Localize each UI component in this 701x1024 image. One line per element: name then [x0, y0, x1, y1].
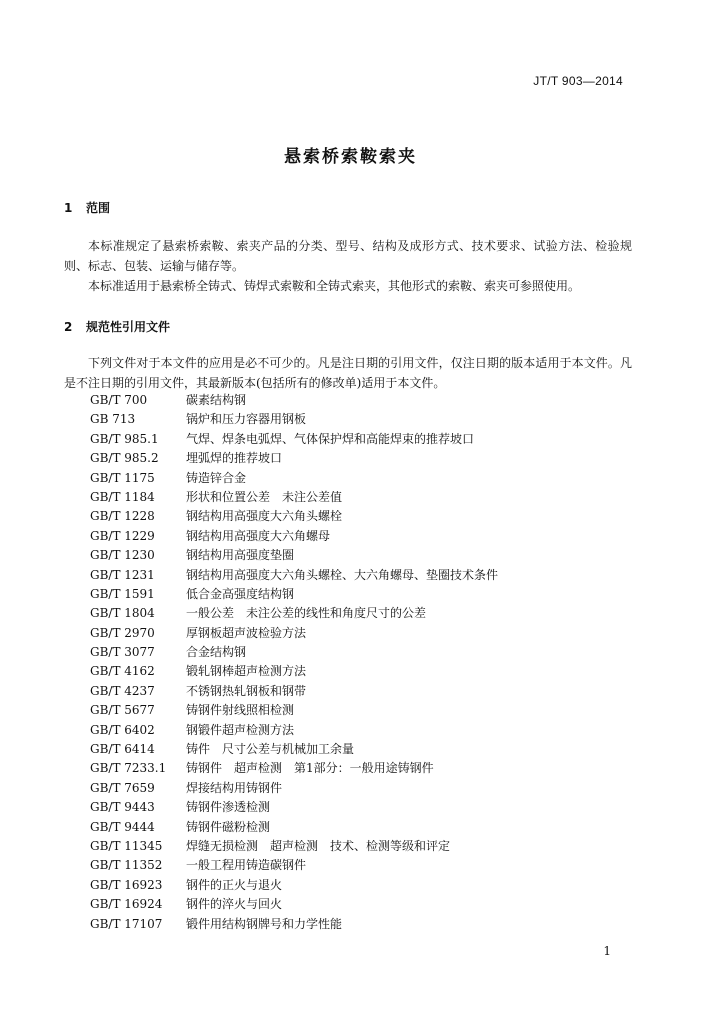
- section-2-heading: [64, 318, 170, 335]
- reference-item: [90, 527, 498, 546]
- reference-code: GB/T 6402: [90, 722, 155, 737]
- reference-title: 厚钢板超声波检验方法: [186, 625, 307, 640]
- reference-item: [90, 507, 498, 526]
- reference-code: GB/T 11352: [90, 858, 163, 873]
- reference-item: [90, 740, 498, 759]
- reference-item: [90, 604, 498, 623]
- scope-paragraph-2: 本标准适用于悬索桥全铸式、铸焊式索鞍和全铸式索夹，其他形式的索鞍、索夹可参照使用。: [88, 279, 581, 293]
- reference-title: 焊缝无损检测 超声检测 技术、检测等级和评定: [186, 838, 451, 853]
- reference-title: 一般公差 未注公差的线性和角度尺寸的公差: [186, 606, 427, 621]
- reference-code: GB/T 4237: [90, 683, 155, 698]
- reference-code: GB/T 11345: [90, 838, 163, 853]
- reference-title: 埋弧焊的推荐坡口: [186, 451, 283, 466]
- reference-title: 锻轧钢棒超声检测方法: [186, 664, 307, 679]
- reference-code: GB/T 7233.1: [90, 761, 167, 776]
- reference-code: GB/T 985.2: [90, 451, 159, 466]
- reference-item: [90, 876, 498, 895]
- reference-title: 钢件的正火与退火: [186, 877, 283, 892]
- section-number: 2: [64, 320, 73, 334]
- reference-title: 碳素结构钢: [186, 393, 247, 407]
- reference-title: 钢锻件超声检测方法: [186, 722, 295, 737]
- reference-code: GB/T 7659: [90, 780, 155, 795]
- reference-title: 一般工程用铸造碳钢件: [186, 858, 307, 873]
- section-title: 范围: [86, 201, 111, 215]
- reference-item: [90, 701, 498, 720]
- reference-code: GB 713: [90, 412, 136, 427]
- reference-code: GB/T 16924: [90, 897, 163, 912]
- reference-code: GB/T 1229: [90, 528, 155, 543]
- reference-item: [90, 759, 498, 778]
- reference-item: [90, 449, 498, 468]
- reference-title: 钢结构用高强度大六角螺母: [186, 528, 331, 543]
- reference-code: GB/T 6414: [90, 742, 155, 757]
- reference-title: 合金结构钢: [186, 645, 247, 660]
- reference-item: [90, 779, 498, 798]
- reference-title: 形状和位置公差 未注公差值: [186, 489, 343, 504]
- reference-title: 钢结构用高强度垫圈: [186, 548, 295, 563]
- references-intro-paragraph: 下列文件对于本文件的应用是必不可少的。凡是注日期的引用文件，仅注日期的版本适用于本文件。凡是不注日期的引用文件，其最新版本(包括所有的修改单)适用于本文件。: [64, 356, 632, 390]
- scope-paragraph-1: 本标准规定了悬索桥索鞍、索夹产品的分类、型号、结构及成形方式、技术要求、试验方法、检验规则、标志、包装、运输与储存等。: [64, 239, 632, 273]
- reference-title: 锻件用结构钢牌号和力学性能: [186, 916, 343, 931]
- document-title: 悬索桥索鞍索夹: [284, 147, 417, 167]
- reference-title: 钢结构用高强度大六角头螺栓、大六角螺母、垫圈技术条件: [186, 567, 499, 582]
- reference-code: GB/T 17107: [90, 916, 163, 931]
- reference-item: [90, 410, 498, 429]
- reference-item: [90, 643, 498, 662]
- reference-item: [90, 585, 498, 604]
- reference-code: GB/T 1230: [90, 548, 155, 563]
- reference-code: GB/T 1804: [90, 606, 155, 621]
- reference-code: GB/T 16923: [90, 877, 163, 892]
- reference-item: [90, 915, 498, 934]
- reference-item: [90, 721, 498, 740]
- reference-code: GB/T 4162: [90, 664, 155, 679]
- reference-title: 焊接结构用铸钢件: [186, 780, 283, 795]
- reference-item: [90, 837, 498, 856]
- reference-item: [90, 856, 498, 875]
- reference-title: 钢结构用高强度大六角头螺栓: [186, 509, 343, 524]
- reference-title: 铸钢件射线照相检测: [186, 703, 295, 718]
- reference-code: GB/T 9443: [90, 800, 155, 815]
- reference-code: GB/T 1591: [90, 586, 155, 601]
- reference-item: [90, 391, 498, 410]
- section-title: 规范性引用文件: [86, 320, 171, 334]
- reference-code: GB/T 1231: [90, 567, 155, 582]
- reference-title: 不锈钢热轧钢板和钢带: [186, 683, 307, 698]
- reference-code: GB/T 1175: [90, 470, 155, 485]
- reference-title: 铸件 尺寸公差与机械加工余量: [186, 742, 355, 757]
- reference-code: GB/T 985.1: [90, 431, 159, 446]
- reference-title: 铸造锌合金: [186, 470, 247, 485]
- reference-title: 铸钢件 超声检测 第1部分：一般用途铸钢件: [186, 761, 434, 776]
- reference-title: 铸钢件渗透检测: [186, 800, 271, 815]
- reference-code: GB/T 1228: [90, 509, 155, 524]
- reference-item: [90, 488, 498, 507]
- reference-title: 铸钢件磁粉检测: [186, 819, 271, 834]
- page-number: 1: [603, 944, 611, 958]
- reference-code: GB/T 1184: [90, 489, 155, 504]
- reference-item: [90, 430, 498, 449]
- reference-title: 低合金高强度结构钢: [186, 586, 295, 601]
- section-number: 1: [64, 201, 73, 215]
- normative-references-list: [90, 391, 498, 934]
- reference-title: 锅炉和压力容器用钢板: [186, 412, 307, 427]
- reference-title: 气焊、焊条电弧焊、气体保护焊和高能焊束的推荐坡口: [186, 431, 475, 446]
- reference-code: GB/T 5677: [90, 703, 155, 718]
- reference-item: [90, 469, 498, 488]
- reference-item: [90, 682, 498, 701]
- reference-item: [90, 624, 498, 643]
- reference-item: [90, 818, 498, 837]
- reference-item: [90, 798, 498, 817]
- reference-item: [90, 895, 498, 914]
- reference-code: GB/T 2970: [90, 625, 155, 640]
- standard-code: JT/T 903—2014: [533, 74, 623, 88]
- reference-item: [90, 566, 498, 585]
- reference-item: [90, 662, 498, 681]
- reference-code: GB/T 700: [90, 393, 148, 407]
- reference-code: GB/T 3077: [90, 645, 155, 660]
- reference-code: GB/T 9444: [90, 819, 155, 834]
- reference-item: [90, 546, 498, 565]
- section-1-heading: [64, 199, 110, 216]
- reference-title: 钢件的淬火与回火: [186, 897, 283, 912]
